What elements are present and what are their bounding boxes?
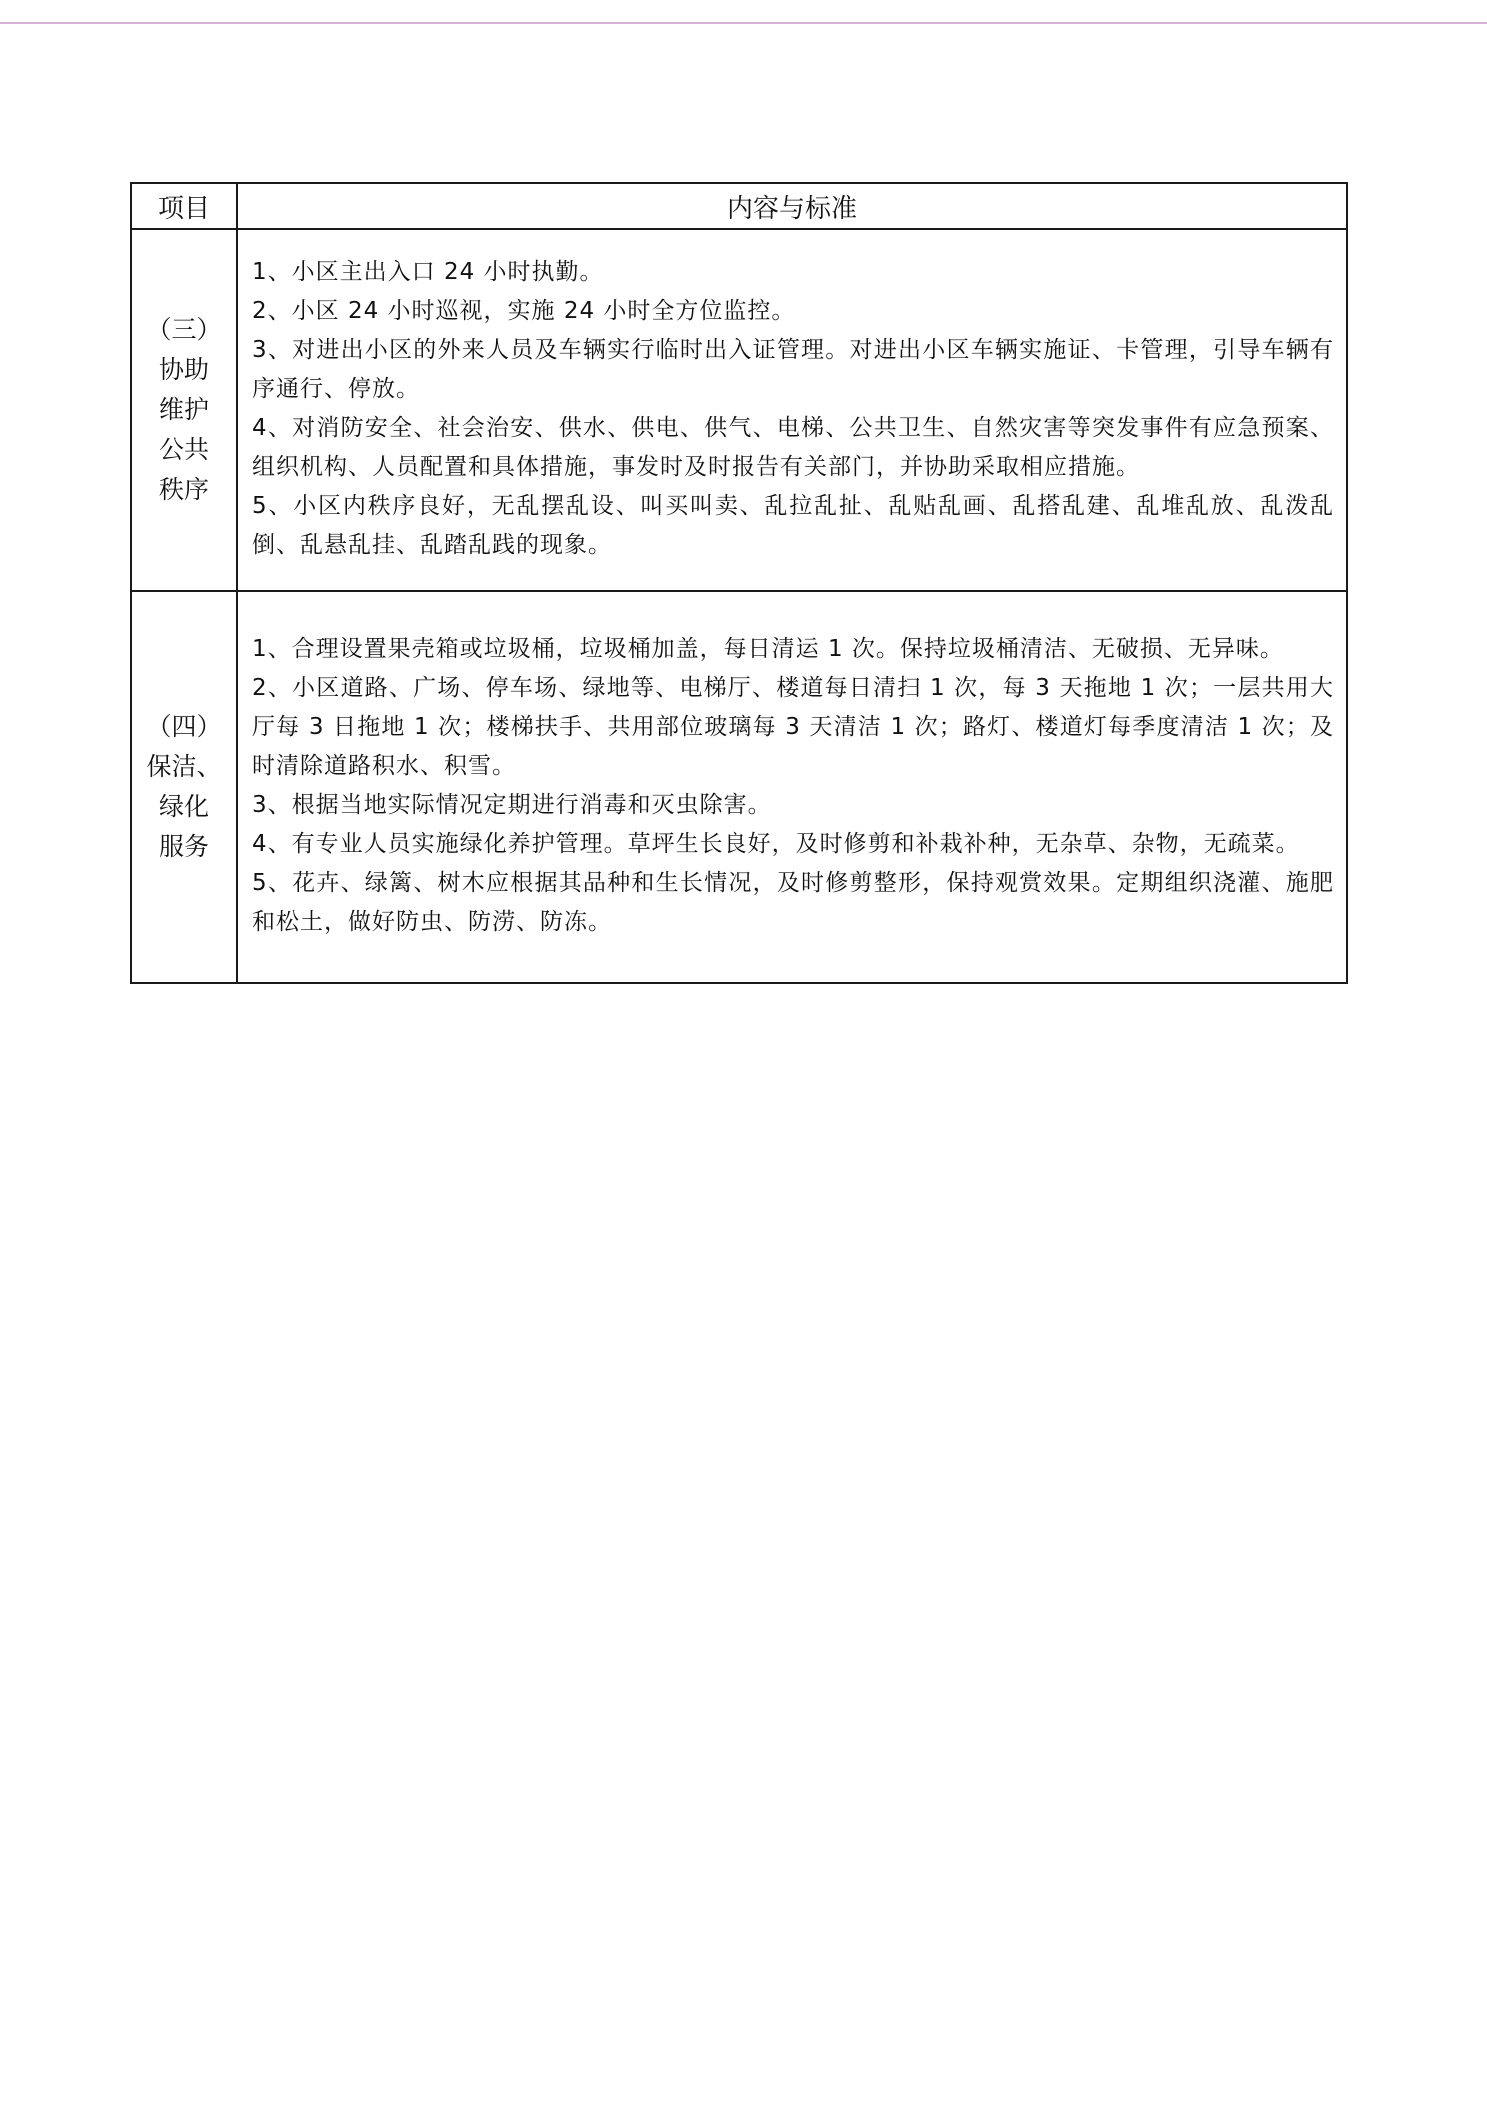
item-label-line: 维护	[158, 395, 209, 424]
table-row-public-order	[131, 229, 1347, 591]
item-label-line: 保洁、	[146, 752, 222, 781]
content-cell-cleaning-greening	[237, 591, 1347, 983]
service-standards-table	[130, 182, 1348, 984]
table-row-cleaning-greening	[131, 591, 1347, 983]
item-label-line: 绿化	[158, 792, 209, 821]
standard-item: 4、有专业人员实施绿化养护管理。草坪生长良好，及时修剪和补栽补种，无杂草、杂物，无疏菜。	[252, 831, 1300, 857]
item-cell-public-order	[131, 229, 237, 591]
item-label-line: 协助	[158, 355, 209, 384]
standard-item: 2、小区道路、广场、停车场、绿地等、电梯厅、楼道每日清扫 1 次，每 3 天拖地 1 次；一层共用大厅每 3 日拖地 1 次；楼梯扶手、共用部位玻璃每 3 天清洁 1 次；路灯、楼道灯每季度清洁 1 次；及时清除道路积水、积雪。	[252, 675, 1334, 779]
header-content: 内容与标准	[237, 183, 1347, 229]
item-label-line: 秩序	[158, 475, 209, 504]
standard-item: 5、花卉、绿篱、树木应根据其品种和生长情况，及时修剪整形，保持观赏效果。定期组织浇灌、施肥和松土，做好防虫、防涝、防冻。	[252, 870, 1334, 935]
header-item: 项目	[131, 183, 237, 229]
standard-item: 4、对消防安全、社会治安、供水、供电、供气、电梯、公共卫生、自然灾害等突发事件有应急预案、组织机构、人员配置和具体措施，事发时及时报告有关部门，并协助采取相应措施。	[252, 415, 1334, 480]
standard-item: 2、小区 24 小时巡视，实施 24 小时全方位监控。	[252, 298, 796, 324]
item-label-line: （四）	[146, 712, 222, 741]
top-margin-rule	[0, 22, 1487, 24]
standard-item: 1、合理设置果壳箱或垃圾桶，垃圾桶加盖，每日清运 1 次。保持垃圾桶清洁、无破损、无异味。	[252, 636, 1284, 662]
item-cell-cleaning-greening	[131, 591, 237, 983]
table-header-row	[131, 183, 1347, 229]
standard-item: 3、对进出小区的外来人员及车辆实行临时出入证管理。对进出小区车辆实施证、卡管理，引导车辆有序通行、停放。	[252, 337, 1334, 402]
content-cell-public-order	[237, 229, 1347, 591]
item-label-line: 公共	[158, 435, 209, 464]
item-label-line: （三）	[146, 315, 222, 344]
standard-item: 3、根据当地实际情况定期进行消毒和灭虫除害。	[252, 792, 772, 818]
item-label-line: 服务	[158, 832, 209, 861]
standard-item: 1、小区主出入口 24 小时执勤。	[252, 259, 604, 285]
standard-item: 5、小区内秩序良好，无乱摆乱设、叫买叫卖、乱拉乱扯、乱贴乱画、乱搭乱建、乱堆乱放、乱泼乱倒、乱悬乱挂、乱踏乱践的现象。	[252, 493, 1334, 558]
